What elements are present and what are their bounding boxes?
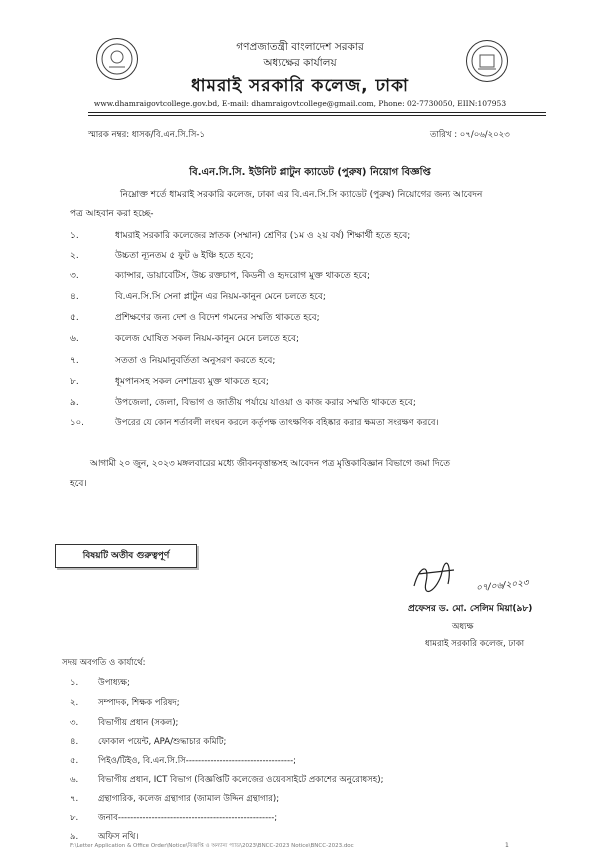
left-seal-icon	[96, 38, 138, 80]
list-item: ৫. প্রশিক্ষণের জন্য দেশ ও বিদেশ গমনের সম্মতি থাকতে হবে;	[70, 313, 320, 323]
list-item: ৪. ফোকাল পয়েন্ট, APA/শুদ্ধাচার কমিটি;	[70, 737, 227, 747]
list-item: ৭. গ্রন্থাগারিক, কলেজ গ্রন্থাগার (জামাল উদ্দিন গ্রন্থাগার);	[70, 794, 280, 804]
list-item: ২. উচ্চতা ন্যূনতম ৫ ফুট ৬ ইঞ্চি হতে হবে;	[70, 251, 254, 261]
list-item: ৬. বিভাগীয় প্রধান, ICT বিভাগ (বিজ্ঞপ্তিটি কলেজের ওয়েবসাইটে প্রকাশের অনুরোধসহ);	[70, 775, 384, 785]
list-item: ৭. সততা ও নিয়মানুবর্তিতা অনুসরণ করতে হবে;	[70, 356, 276, 366]
list-item: ৯. অফিস নথি।	[70, 832, 139, 842]
signature-scribble-icon	[408, 560, 478, 594]
cc-heading: সদয় অবগতি ও কার্যার্থে:	[62, 658, 146, 668]
memo-reference: স্মারক নম্বর: ধাসক/বি.এন.সি.সি-১	[88, 130, 205, 140]
list-item: ৮. জনাব---------------------------------------------------;	[70, 813, 278, 823]
signatory-name: প্রফেসর ড. মো. সেলিম মিয়া(৯৮)	[408, 604, 533, 614]
file-path-footer: F:\Letter Application & Office Order\Notice\বিজ্ঞপ্তি ও অন্যান্য প্যাড\2023\BNCC-2023 Notice\BNCC-2023.doc	[70, 843, 354, 849]
list-item: ৯. উপজেলা, জেলা, বিভাগ ও জাতীয় পর্যায়ে যাওয়া ও কাজ করার সম্মতি থাকতে হবে;	[70, 398, 416, 408]
list-item: ৫. পিইও/টিইও, বি.এন.সি.সি-----------------------------------;	[70, 756, 297, 766]
college-name: ধামরাই সরকারি কলেজ, ঢাকা	[191, 76, 409, 96]
contact-line: www.dhamraigovtcollege.gov.bd, E-mail: dhamraigovtcollege@gmail.com, Phone: 02-7730050, EIIN:107953	[93, 99, 507, 108]
signatory-office: ধামরাই সরকারি কলেজ, ঢাকা	[425, 639, 525, 649]
list-item: ৩. বিভাগীয় প্রধান (সকল);	[70, 718, 179, 728]
signature-date-handwritten: ০৭/০৬/২০২৩	[475, 578, 530, 594]
government-line: গণপ্রজাতন্ত্রী বাংলাদেশ সরকার	[236, 41, 364, 53]
intro-line-2: পত্র আহবান করা হচ্ছে-	[70, 209, 154, 219]
important-notice-box: বিষয়টি অতীব গুরুত্বপূর্ণ	[55, 544, 197, 568]
notice-title: বি.এন.সি.সি. ইউনিট প্লাটুন ক্যাডেট (পুরুষ) নিয়োগ বিজ্ঞপ্তি	[189, 167, 431, 178]
header-rule-top	[88, 112, 546, 113]
deadline-line-2: হবে।	[70, 479, 87, 489]
list-item: ৪. বি.এন.সি.সি সেনা প্লাটুন এর নিয়ম-কানুন মেনে চলতে হবে;	[70, 292, 326, 302]
list-item: ১. ধামরাই সরকারি কলেজের স্নাতক (সম্মান) শ্রেণির (১ম ও ২য় বর্ষ) শিক্ষার্থী হতে হবে;	[70, 231, 411, 241]
list-item: ১০. উপরের যে কোন শর্তাবলী লংঘন করলে কর্তৃপক্ষ তাৎক্ষণিক বহিষ্কার করার ক্ষমতা সংরক্ষণ করবে।	[70, 418, 439, 428]
signatory-designation: অধ্যক্ষ	[452, 622, 474, 632]
intro-line-1: নিম্নোক্ত শর্তে ধামরাই সরকারি কলেজ, ঢাকা এর বি.এন.সি.সি ক্যাডেট (পুরুষ) নিয়োগের জন্য আবেদন	[120, 190, 483, 200]
list-item: ৬. কলেজ ঘোষিত সকল নিয়ম-কানুন মেনে চলতে হবে;	[70, 334, 299, 344]
memo-date: তারিখ : ০৭/০৬/২০২৩	[430, 130, 510, 140]
deadline-line-1: আগামী ২০ জুন, ২০২৩ মঙ্গলবারের মধ্যে জীবনবৃত্তান্তসহ আবেদন পত্র মৃত্তিকাবিজ্ঞান বিভাগে জমা দিতে	[90, 459, 450, 469]
list-item: ৮. ধূমপানসহ সকল নেশাদ্রব্য মুক্ত থাকতে হবে;	[70, 377, 269, 387]
page-number: 1	[505, 842, 509, 849]
right-seal-icon	[466, 40, 508, 82]
list-item: ১. উপাধ্যক্ষ;	[70, 678, 130, 688]
list-item: ৩. ক্যান্সার, ডায়াবেটিস, উচ্চ রক্তচাপ, কিডনী ও হৃদরোগ মুক্ত থাকতে হবে;	[70, 271, 371, 281]
office-line: অধ্যক্ষের কার্যালয়	[263, 57, 337, 69]
list-item: ২. সম্পাদক, শিক্ষক পরিষদ;	[70, 698, 180, 708]
header-rule-bottom	[88, 115, 546, 116]
